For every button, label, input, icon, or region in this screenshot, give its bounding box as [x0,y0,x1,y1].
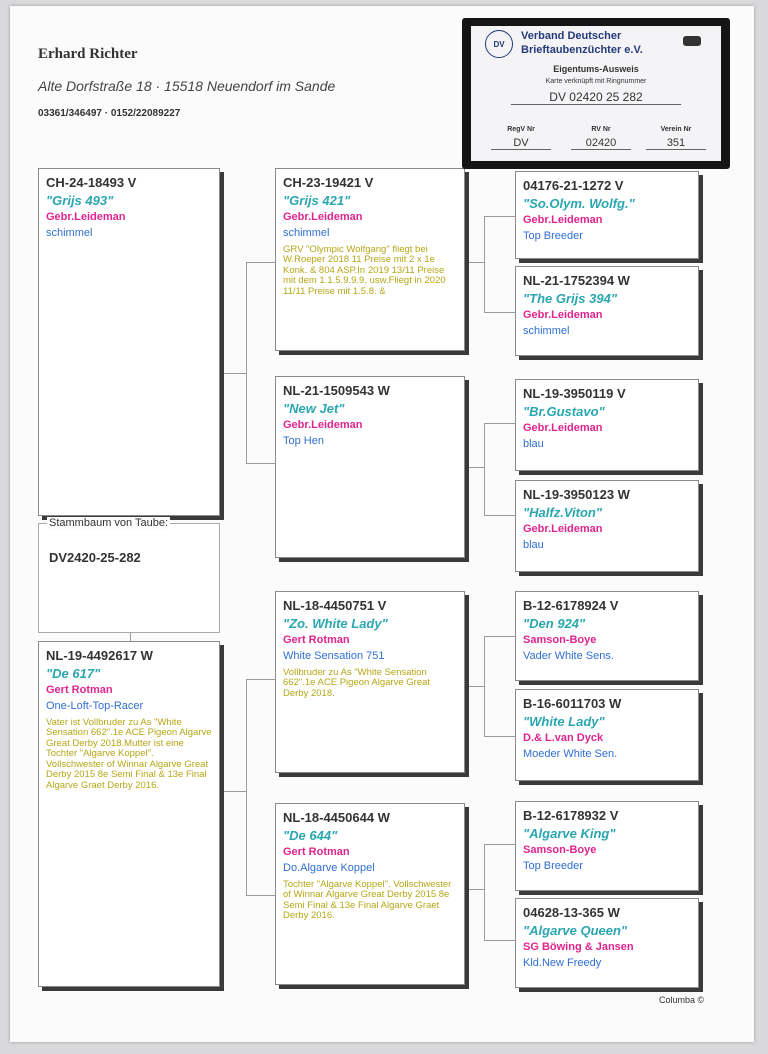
ring-number: B-12-6178932 V [523,808,619,823]
ring-number: CH-24-18493 V [46,175,137,190]
connector-line [220,791,247,792]
verein-value: 351 [646,137,706,150]
breeder: Samson-Boye [523,634,597,646]
connector-line [484,216,515,217]
verein-label: Verein Nr [660,126,692,133]
ring-number: 04176-21-1272 V [523,178,624,193]
pigeon-card-mff [515,591,699,681]
pigeon-card-mother [38,641,220,987]
pigeon-card-ff [275,168,465,351]
bird-emblem-icon [683,36,701,46]
pigeon-name: "De 644" [283,828,338,843]
breeder: Gert Rotman [283,634,350,646]
association-name-line2: Brieftaubenzüchter e.V. [521,43,643,56]
certificate-ring-number: DV 02420 25 282 [511,90,681,105]
connector-line [464,262,485,263]
pigeon-card-fff [515,171,699,259]
pedigree-subject-label: Stammbaum von Taube: [49,517,169,529]
pigeon-name: "The Grijs 394" [523,291,617,306]
connector-line [484,636,485,736]
pigeon-name: "So.Olym. Wolfg." [523,196,635,211]
ring-number: NL-19-4492617 W [46,648,153,663]
breeder: Gebr.Leideman [46,211,126,223]
breeder: Gebr.Leideman [523,214,603,226]
certificate-card [471,26,721,161]
regv-value: DV [491,137,551,150]
pigeon-card-fmm [515,480,699,572]
connector-line [464,686,485,687]
breeder: SG Böwing & Jansen [523,941,634,953]
pigeon-color: schimmel [283,227,330,239]
ring-number: NL-19-3950119 V [523,386,626,401]
connector-line [246,463,275,464]
certificate-title: Eigentums-Ausweis [553,64,639,74]
connector-line [484,515,515,516]
pigeon-color: schimmel [523,325,570,337]
pigeon-color: blau [523,438,544,450]
breeder: Gert Rotman [46,684,113,696]
pedigree-subject-box [38,517,220,633]
ring-number: CH-23-19421 V [283,175,374,190]
connector-line [246,679,275,680]
association-name [521,30,643,58]
pigeon-name: "Grijs 421" [283,193,351,208]
pigeon-color: One-Loft-Top-Racer [46,700,144,712]
connector-line [484,844,515,845]
pigeon-notes: Vater ist Vollbruder zu As "White Sensation 662".1e ACE Pigeon Algarve Great Derby 2018.Mutter ist eine Tochter "Algarve Koppel". Vollschwester of Winnar Algarve Great Derby 2015 8e Semi Final & 13e Final Algarve Graet Derby 2016. [46,717,212,791]
pigeon-name: "Den 924" [523,616,586,631]
pigeon-card-mmm [515,898,699,988]
pedigree-subject-ring: DV2420-25-282 [49,550,141,565]
connector-line [246,262,247,463]
pigeon-color: Top Hen [283,435,324,447]
footer-brand: Columba © [659,995,705,1005]
pigeon-color: Top Breeder [523,860,583,872]
pigeon-card-mm [275,803,465,985]
pigeon-card-mfm [515,689,699,781]
breeder: Samson-Boye [523,844,597,856]
connector-line [220,373,247,374]
connector-line [246,895,275,896]
connector-line [464,889,485,890]
pigeon-name: "Algarve King" [523,826,616,841]
breeder: Gert Rotman [283,846,350,858]
ring-number: NL-21-1509543 W [283,383,390,398]
certificate-rv [571,126,631,150]
ring-number: B-12-6178924 V [523,598,619,613]
certificate-subtitle: Karte verknüpft mit Ringnummer [545,78,647,85]
pigeon-name: "White Lady" [523,714,605,729]
ownership-certificate [462,18,730,169]
pigeon-notes: Vollbruder zu As "White Sensation 662".1e ACE Pigeon Algarve Great Derby 2018. [283,667,431,699]
connector-line [130,633,131,641]
pigeon-notes: GRV "Olympic Wolfgang" fliegt bei W.Roeper 2018 11 Preise mit 2 x 1e Konk. & 804 ASP.In 2019 13/11 Preise mit dem 1.1.5.9.9.9. usw.Fliegt in 2020 11/11 Preise mit 1.5.8. & [283,244,446,297]
ring-number: NL-18-4450644 W [283,810,390,825]
pigeon-name: "Halfz.Viton" [523,505,603,520]
regv-label: RegV Nr [507,126,535,133]
connector-line [464,467,485,468]
pigeon-name: "Grijs 493" [46,193,114,208]
breeder: Gebr.Leideman [523,422,603,434]
connector-line [484,423,515,424]
pigeon-color: Kld.New Freedy [523,957,602,969]
pigeon-name: "New Jet" [283,401,345,416]
ring-number: NL-18-4450751 V [283,598,387,613]
connector-line [484,312,515,313]
connector-line [484,736,515,737]
connector-line [484,636,515,637]
pigeon-color: Vader White Sens. [523,650,614,662]
breeder: Gebr.Leideman [283,419,363,431]
ring-number: 04628-13-365 W [523,905,620,920]
ring-number: B-16-6011703 W [523,696,622,711]
rv-value: 02420 [571,137,631,150]
owner-phone: 03361/346497 · 0152/22089227 [38,108,181,119]
pigeon-notes: Tochter "Algarve Koppel". Vollschwester of Winnar Algarve Great Derby 2015 8e Semi Final & 13e Final Algarve Graet Derby 2016. [283,879,452,922]
pigeon-name: "Zo. White Lady" [283,616,388,631]
pigeon-color: White Sensation 751 [283,650,385,662]
pigeon-card-mmf [515,801,699,891]
breeder: D.& L.van Dyck [523,732,604,744]
pigeon-card-mf [275,591,465,773]
pigeon-name: "Algarve Queen" [523,923,628,938]
connector-line [246,679,247,895]
certificate-regv [491,126,551,150]
pigeon-card-fmf [515,379,699,471]
pigeon-color: blau [523,539,544,551]
connector-line [246,262,275,263]
breeder: Gebr.Leideman [283,211,363,223]
owner-name: Erhard Richter [38,46,138,62]
breeder: Gebr.Leideman [523,309,603,321]
pigeon-card-father [38,168,220,516]
pigeon-name: "Br.Gustavo" [523,404,605,419]
pigeon-name: "De 617" [46,666,101,681]
owner-address: Alte Dorfstraße 18 · 15518 Neuendorf im Sande [38,78,336,94]
certificate-verein [646,126,706,150]
pigeon-color: Top Breeder [523,230,583,242]
association-name-line1: Verband Deutscher [521,30,622,42]
connector-line [484,940,515,941]
connector-line [484,423,485,515]
ring-number: NL-21-1752394 W [523,273,630,288]
ring-number: NL-19-3950123 W [523,487,630,502]
pigeon-card-fm [275,376,465,558]
pigeon-card-ffm [515,266,699,356]
breeder: Gebr.Leideman [523,523,603,535]
rv-label: RV Nr [591,126,611,133]
pigeon-color: schimmel [46,227,93,239]
association-logo-icon: DV [485,30,513,58]
connector-line [484,216,485,312]
connector-line [484,844,485,940]
pigeon-color: Do.Algarve Koppel [283,862,375,874]
pigeon-color: Moeder White Sen. [523,748,618,760]
